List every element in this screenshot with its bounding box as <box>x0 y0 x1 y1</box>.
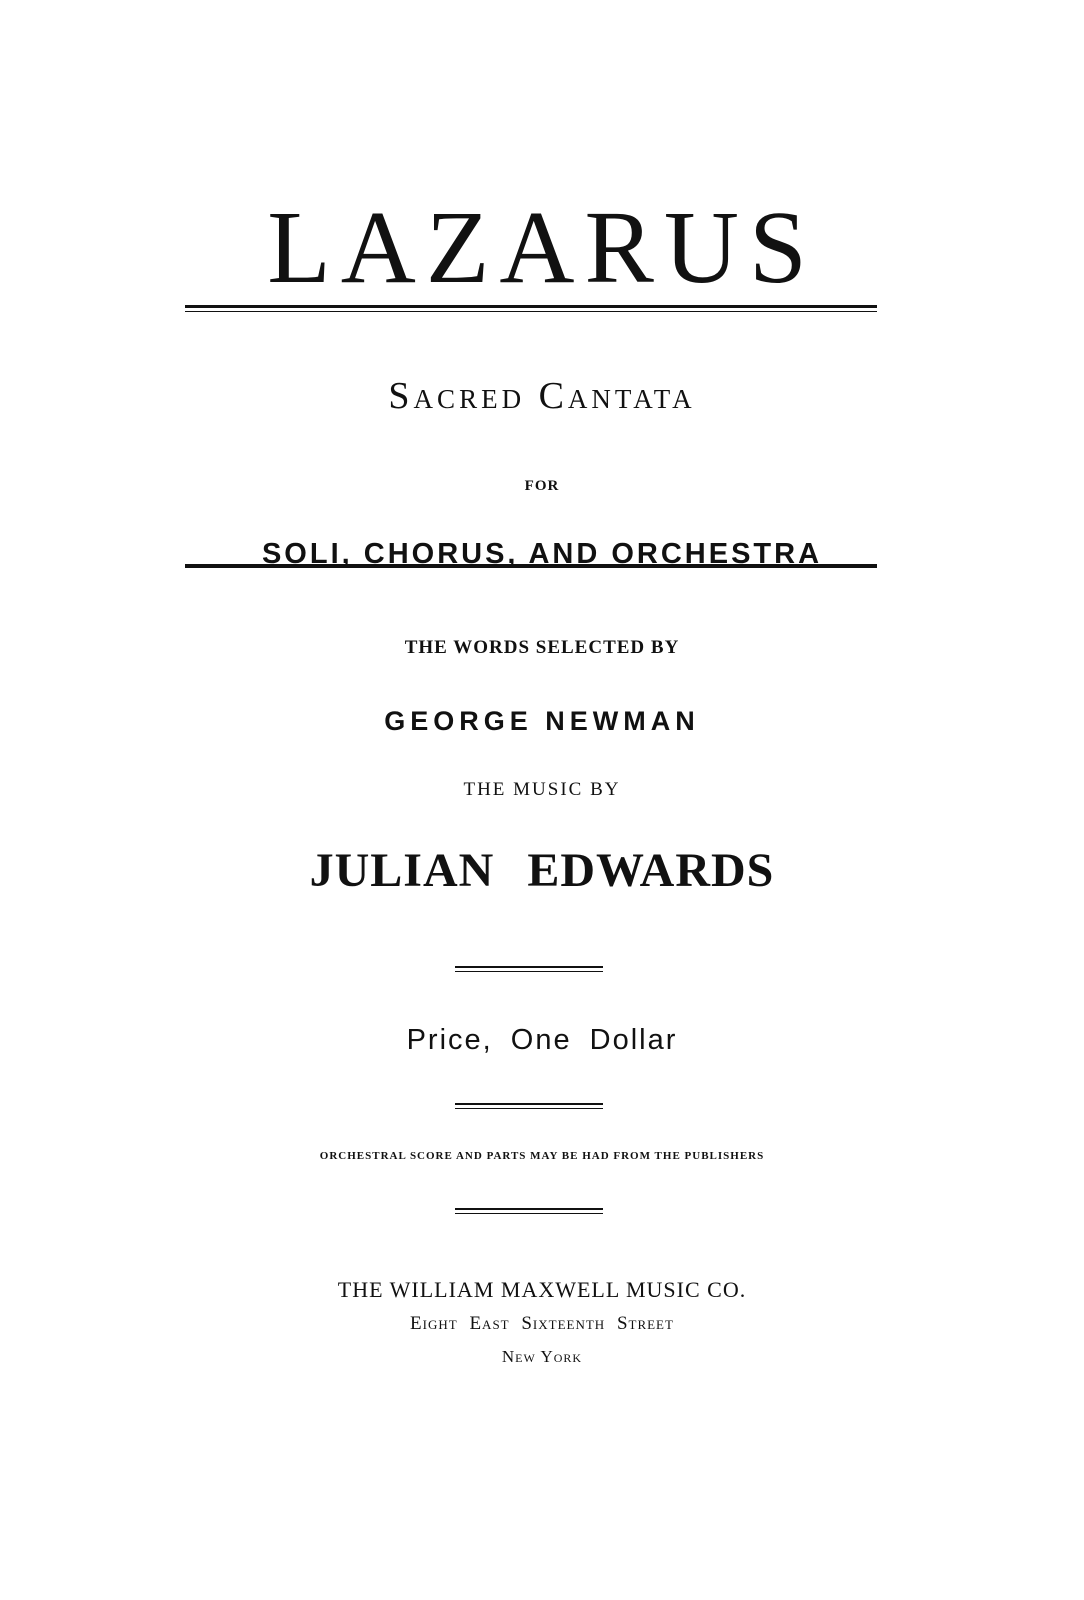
composer-name: JULIAN EDWARDS <box>309 844 775 897</box>
scoring-underline <box>185 564 877 568</box>
orchestral-note: ORCHESTRAL SCORE AND PARTS MAY BE HAD FROM THE PUBLISHERS <box>319 1150 765 1162</box>
price-text: Price, One Dollar <box>406 1024 678 1056</box>
divider-upper <box>455 966 603 972</box>
connector-text: FOR <box>524 478 560 494</box>
words-credit: THE WORDS SELECTED BY <box>404 637 680 658</box>
publisher-name: THE WILLIAM MAXWELL MUSIC CO. <box>337 1277 747 1302</box>
title-divider <box>185 305 877 312</box>
publisher-city: New York <box>501 1347 583 1366</box>
cantata-title: LAZARUS <box>267 190 817 305</box>
publisher-address: Eight East Sixteenth Street <box>410 1313 674 1334</box>
divider-middle <box>455 1103 603 1109</box>
work-subtitle: Sacred Cantata <box>388 375 696 417</box>
divider-lower <box>455 1208 603 1214</box>
music-credit: THE MUSIC BY <box>463 779 621 800</box>
scoring-text: SOLI, CHORUS, AND ORCHESTRA <box>261 538 823 570</box>
lyricist-name: GEORGE NEWMAN <box>384 706 700 736</box>
